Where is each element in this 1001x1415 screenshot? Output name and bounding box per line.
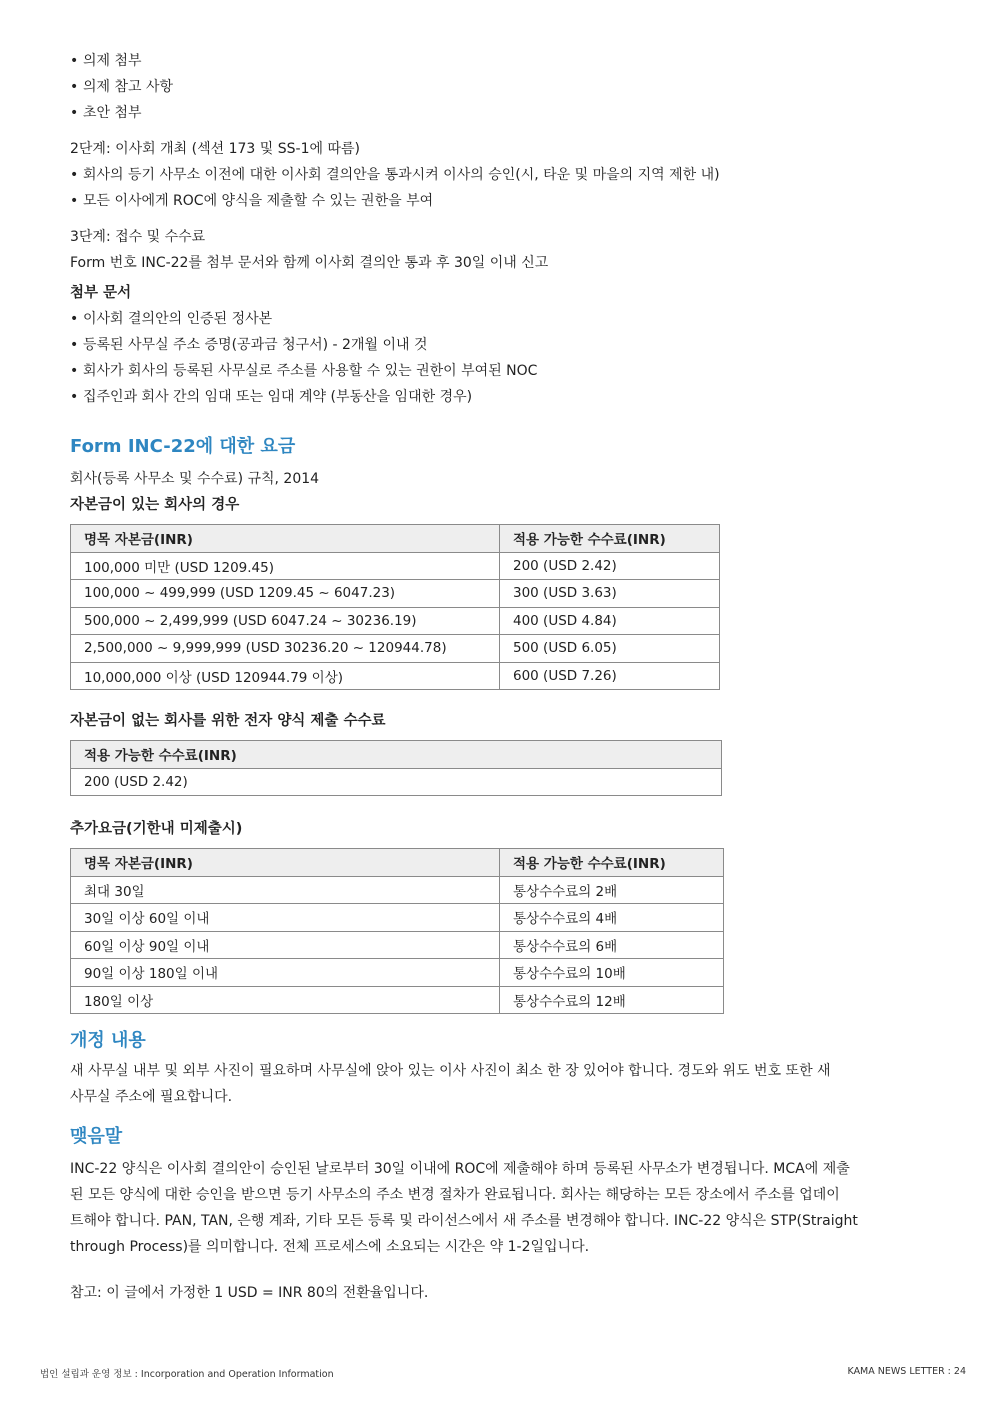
revision-line: 새 사무실 내부 및 외부 사진이 필요하며 사무실에 앉아 있는 이사 사진이 최소 한 장 있어야 합니다. 경도와 위도 번호 또한 새 (70, 1063, 831, 1079)
table-cell: 200 (USD 2.42) (71, 768, 722, 796)
table-header-row (71, 849, 724, 877)
table-cell: 300 (USD 3.63) (500, 580, 720, 608)
column-header: 명목 자본금(INR) (71, 525, 500, 553)
fees-rule: 회사(등록 사무소 및 수수료) 규칙, 2014 (70, 471, 320, 487)
fees-heading: Form INC-22에 대한 요금 (70, 436, 296, 457)
conclusion-line: 트해야 합니다. PAN, TAN, 은행 계좌, 기타 모든 등록 및 라이선스에서 새 주소를 변경해야 합니다. INC-22 양식은 STP(Straight (70, 1213, 858, 1229)
conclusion-heading: 맺음말 (70, 1126, 123, 1147)
list-item: • 집주인과 회사 간의 임대 또는 임대 계약 (부동산을 임대한 경우) (70, 384, 930, 410)
table-cell: 90일 이상 180일 이내 (71, 959, 500, 987)
step2-title: 2단계: 이사회 개최 (섹션 173 및 SS-1에 따름) (70, 141, 360, 157)
with-capital-heading: 자본금이 있는 회사의 경우 (70, 497, 240, 513)
footer-page-number: KAMA NEWS LETTER : 24 (847, 1366, 966, 1377)
column-header: 적용 가능한 수수료(INR) (71, 741, 722, 769)
table-cell: 400 (USD 4.84) (500, 607, 720, 635)
table-cell: 최대 30일 (71, 876, 500, 904)
table-cell: 100,000 ~ 499,999 (USD 1209.45 ~ 6047.23) (71, 580, 500, 608)
table-cell: 2,500,000 ~ 9,999,999 (USD 30236.20 ~ 120944.78) (71, 635, 500, 663)
table-row (71, 959, 724, 987)
with-capital-table (70, 524, 720, 690)
additional-fee-heading: 추가요금(기한내 미제출시) (70, 821, 243, 837)
revision-heading: 개정 내용 (70, 1030, 146, 1051)
table-row (71, 876, 724, 904)
note: 참고: 이 글에서 가정한 1 USD = INR 80의 전환율입니다. (70, 1285, 429, 1301)
table-row (71, 580, 720, 608)
attachments-heading: 첨부 문서 (70, 285, 132, 301)
revision-line: 사무실 주소에 필요합니다. (70, 1089, 233, 1105)
list-item: • 등록된 사무실 주소 증명(공과금 청구서) - 2개월 이내 것 (70, 332, 930, 358)
footer-section-subtitle: : Incorporation and Operation Information (131, 1369, 334, 1380)
table-cell: 60일 이상 90일 이내 (71, 931, 500, 959)
page-content (70, 48, 930, 1306)
table-cell: 180일 이상 (71, 986, 500, 1014)
table-row (71, 662, 720, 690)
list-item: • 초안 첨부 (70, 100, 930, 126)
table-row (71, 986, 724, 1014)
table-cell: 200 (USD 2.42) (500, 552, 720, 580)
table-row (71, 768, 722, 796)
table-cell: 10,000,000 이상 (USD 120944.79 이상) (71, 662, 500, 690)
table-cell: 통상수수료의 2배 (500, 876, 724, 904)
list-item: • 이사회 결의안의 인증된 정사본 (70, 306, 930, 332)
table-cell: 600 (USD 7.26) (500, 662, 720, 690)
list-item: • 의제 첨부 (70, 48, 930, 74)
table-cell: 통상수수료의 4배 (500, 904, 724, 932)
table-row (71, 607, 720, 635)
table-cell: 통상수수료의 6배 (500, 931, 724, 959)
top-bullet-list (70, 48, 930, 126)
table-cell: 통상수수료의 10배 (500, 959, 724, 987)
table-header-row (71, 525, 720, 553)
table-cell: 30일 이상 60일 이내 (71, 904, 500, 932)
column-header: 적용 가능한 수수료(INR) (500, 849, 724, 877)
table-cell: 100,000 미만 (USD 1209.45) (71, 552, 500, 580)
conclusion-line: through Process)를 의미합니다. 전체 프로세스에 소요되는 시간은 약 1-2일입니다. (70, 1239, 590, 1255)
table-cell: 500 (USD 6.05) (500, 635, 720, 663)
table-row (71, 552, 720, 580)
table-cell: 500,000 ~ 2,499,999 (USD 6047.24 ~ 30236.19) (71, 607, 500, 635)
list-item: • 모든 이사에게 ROC에 양식을 제출할 수 있는 권한을 부여 (70, 188, 930, 214)
conclusion-line: 된 모든 양식에 대한 승인을 받으면 등기 사무소의 주소 변경 절차가 완료됩니다. 회사는 해당하는 모든 장소에서 주소를 업데이 (70, 1187, 840, 1203)
conclusion-line: INC-22 양식은 이사회 결의안이 승인된 날로부터 30일 이내에 ROC에 제출해야 하며 등록된 사무소가 변경됩니다. MCA에 제출 (70, 1161, 850, 1177)
step3-text: Form 번호 INC-22를 첨부 문서와 함께 이사회 결의안 통과 후 30일 이내 신고 (70, 255, 549, 271)
column-header: 적용 가능한 수수료(INR) (500, 525, 720, 553)
list-item: • 회사가 회사의 등록된 사무실로 주소를 사용할 수 있는 권한이 부여된 NOC (70, 358, 930, 384)
table-row (71, 931, 724, 959)
additional-fee-table (70, 848, 724, 1014)
list-item: • 회사의 등기 사무소 이전에 대한 이사회 결의안을 통과시켜 이사의 승인(시, 타운 및 마을의 지역 제한 내) (70, 162, 930, 188)
column-header: 명목 자본금(INR) (71, 849, 500, 877)
table-cell: 통상수수료의 12배 (500, 986, 724, 1014)
step3-title: 3단계: 접수 및 수수료 (70, 229, 206, 245)
without-capital-table (70, 740, 722, 796)
table-row (71, 904, 724, 932)
table-header-row (71, 741, 722, 769)
table-row (71, 635, 720, 663)
list-item: • 의제 참고 사항 (70, 74, 930, 100)
footer-section-title: 법인 설립과 운영 정보 (40, 1369, 132, 1380)
footer-left (40, 1366, 334, 1380)
without-capital-heading: 자본금이 없는 회사를 위한 전자 양식 제출 수수료 (70, 713, 386, 729)
